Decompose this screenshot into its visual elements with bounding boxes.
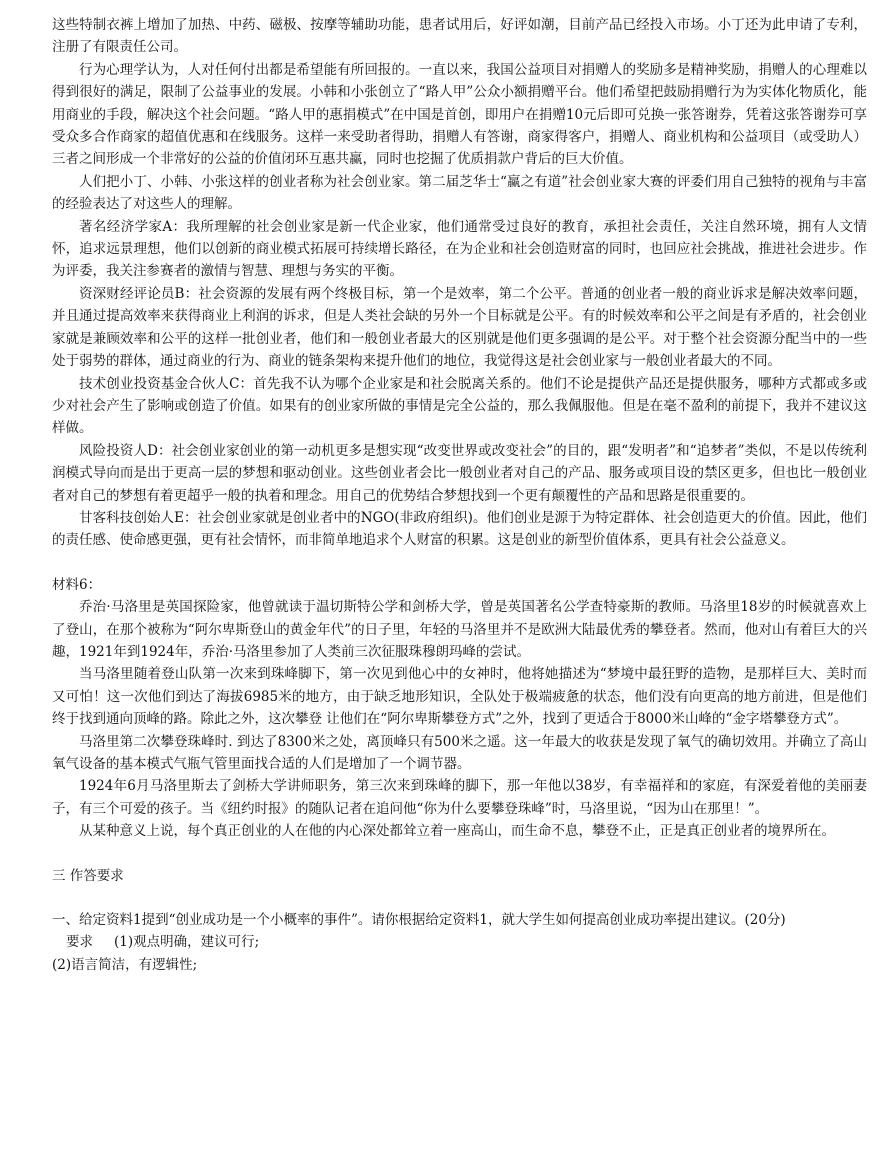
requirement-item: (2)语言简洁，有逻辑性; [52,956,198,973]
requirement-item: (1)观点明确，建议可行; [114,934,260,951]
paragraph: 资深财经评论员B：社会资源的发展有两个终极目标，第一个是效率，第二个公平。普通的创业者一般的商业诉求是解决效率问题，并且通过提高效率来获得商业上利润的诉求，但是人类社会缺的另外一个目标就是公平。有的时候效率和公平之间是有矛盾的，社会创业家就是兼顾效率和公平的这样一批创业者，他们和一般创业者最大的区别就是他们更多强调的是公平。对于整个社会资源分配当中的一些处于弱势的群体，通过商业的行为、商业的链条架构来提升他们的地位，我觉得这是社会创业家与一般创业者最大的不同。 [52,285,867,370]
paragraph: 马洛里第二次攀登珠峰时. 到达了8300米之处，离顶峰只有500米之遥。这一年最大的收获是发现了氧气的确切效用。并确立了高山氧气设备的基本模式气瓶气管里面找合适的人们是增加了一个调节器。 [52,733,867,772]
paragraph: 甘客科技创始人E：社会创业家就是创业者中的NGO(非政府组织)。他们创业是源于为特定群体、社会创造更大的价值。因此，他们的责任感、使命感更强，更有社会情怀，而非简单地追求个人财富的积累。这是创业的新型价值体系，更具有社会公益意义。 [52,509,867,549]
paragraph: 这些特制衣裤上增加了加热、中药、磁极、按摩等辅助功能，患者试用后，好评如潮，目前产品已经投入市场。小丁还为此申请了专利，注册了有限责任公司。 [52,17,867,56]
spacer [52,552,867,574]
section-heading: 三 作答要求 [52,867,124,884]
paragraph: 1924年6月马洛里斯去了剑桥大学讲师职务，第三次来到珠峰的脚下，那一年他以38岁，有幸福祥和的家庭，有深爱着他的美丽妻子，有三个可爱的孩子。当《纽约时报》的随队记者在追问他“你为什么要攀登珠峰”时，马洛里说，“因为山在那里！”。 [52,778,867,817]
question-1: 一、给定资料1提到“创业成功是一个小概率的事件”。请你根据给定资料1，就大学生如何提高创业成功率提出建议。(20分) [52,912,786,929]
paragraph: 乔治·马洛里是英国探险家，他曾就读于温切斯特公学和剑桥大学，曾是英国著名公学查特豪斯的教师。马洛里18岁的时候就喜欢上了登山，在那个被称为“阿尔卑斯登山的黄金年代”的日子里，年轻的马洛里并不是欧洲大陆最优秀的攀登者。然而，他对山有着巨大的兴趣，1921年到1924年，乔治·马洛里参加了人类前三次征服珠穆朗玛峰的尝试。 [52,599,867,660]
paragraph: 行为心理学认为，人对任何付出都是希望能有所回报的。一直以来，我国公益项目对捐赠人的奖励多是精神奖励，捐赠人的心理难以得到很好的满足，限制了公益事业的发展。小韩和小张创立了“路人甲”公众小额捐赠平台。他们希望把鼓励捐赠行为为实体化物质化，能用商业的手段，解决这个社会问题。“路人甲的惠捐模式”在中国是首创，即用户在捐赠10元后即可兑换一张答谢券，凭着这张答谢券可享受众多合作商家的超值优惠和在线服务。这样一来受助者得助，捐赠人有答谢，商家得客户，捐赠人、商业机构和公益项目（或受助人）三者之间形成一个非常好的公益的价值闭环互惠共赢，同时也挖掘了优质捐款户背后的巨大价值。 [52,61,867,168]
paragraph: 技术创业投资基金合伙人C：首先我不认为哪个企业家是和社会脱离关系的。他们不论是提供产品还是提供服务，哪种方式都或多或少对社会产生了影响或创造了价值。如果有的创业家所做的事情是完全公益的，那么我佩服他。但是在毫不盈利的前提下，我并不建议这样做。 [52,375,867,437]
paragraph: 当马洛里随着登山队第一次来到珠峰脚下，第一次见到他心中的女神时，他将她描述为“梦境中最狂野的造物，是那样巨大、美时而又可怕！这一次他们到达了海拔6985米的地方，由于缺乏地形知识，全队处于极端疲惫的状态，他们没有向更高的地方前进，但是他们终于找到通向顶峰的路。除此之外，这次攀登 让他们在“阿尔卑斯攀登方式”之外，找到了更适合于8000米山峰的“金字塔攀登方式”。 [52,666,867,728]
material-6-label: 材料6： [52,576,102,593]
paragraph: 人们把小丁、小韩、小张这样的创业者称为社会创业家。第二届芝华士“赢之有道”社会创业家大赛的评委们用自己独特的视角与丰富的经验表达了对这些人的理解。 [52,173,867,213]
paragraph: 风险投资人D：社会创业家创业的第一动机更多是想实现“改变世界或改变社会”的目的，跟“发明者”和“追梦者”类似，不是以传统利润模式导向而是出于更高一层的梦想和驱动创业。这些创业者会比一般创业者对自己的产品、服务或项目设的禁区更多，但也比一般创业者对自己的梦想有着更超乎一般的执着和理念。用自己的优势结合梦想找到一个更有颠覆性的产品和思路是很重要的。 [52,442,867,504]
spacer [52,843,867,865]
spacer [52,887,867,909]
paragraph: 著名经济学家A：我所理解的社会创业家是新一代企业家，他们通常受过良好的教育，承担社会责任，关注自然环境，拥有人文情怀，追求远景理想，他们以创新的商业模式拓展可持续增长路径，在为企业和社会创造财富的同时，也回应社会挑战，推进社会进步。作为评委，我关注参赛者的激情与智慧、理想与务实的平衡。 [52,218,867,280]
requirement-row [52,931,867,953]
paragraph: 从某种意义上说，每个真正创业的人在他的内心深处都耸立着一座高山，而生命不息，攀登不止，正是真正创业者的境界所在。 [79,823,835,840]
requirement-label: 要求 [66,934,93,951]
